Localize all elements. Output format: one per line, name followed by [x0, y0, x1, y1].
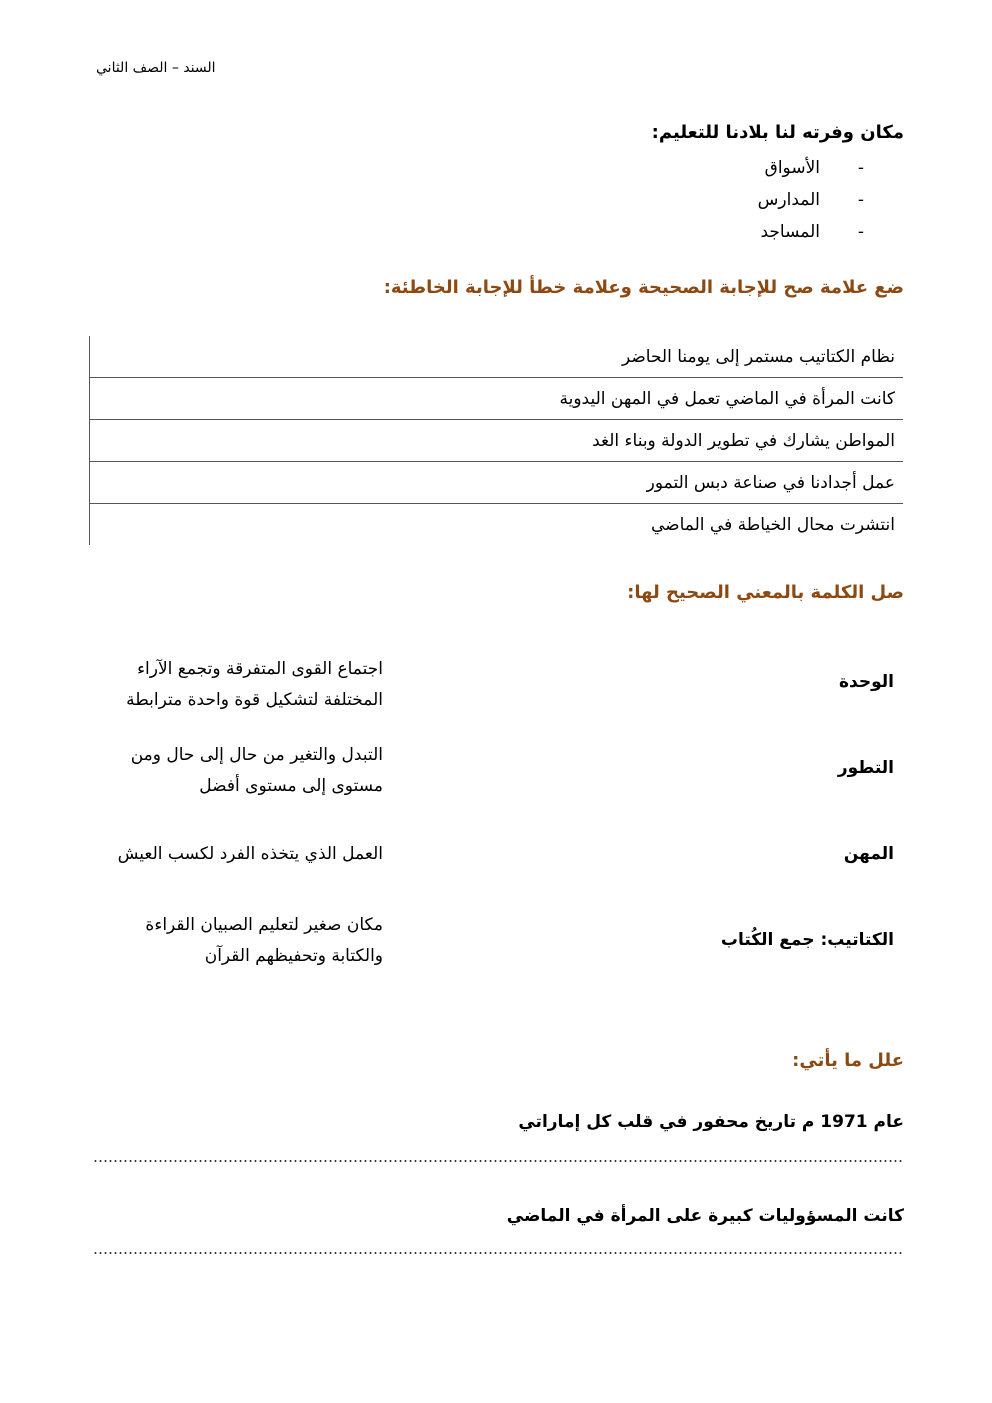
- answer-mark-cell[interactable]: [90, 420, 171, 462]
- answer-mark-cell[interactable]: [90, 336, 171, 378]
- match-term[interactable]: المهن: [843, 844, 894, 864]
- page-header: السند – الصف الثاني: [96, 60, 216, 76]
- list-item: المساجد: [760, 222, 820, 242]
- table-row: [90, 336, 904, 378]
- list-item: المدارس: [757, 190, 820, 210]
- answer-mark-cell[interactable]: [90, 504, 171, 546]
- true-false-title: ضع علامة صح للإجابة الصحيحة وعلامة خطأ للإجابة الخاطئة:: [383, 277, 904, 298]
- list-item: الأسواق: [764, 158, 820, 178]
- answer-line[interactable]: [93, 1251, 903, 1255]
- answer-mark-cell[interactable]: [90, 378, 171, 420]
- match-term[interactable]: التطور: [837, 758, 894, 778]
- matching-title: صل الكلمة بالمعني الصحيح لها:: [627, 582, 904, 603]
- table-row: [90, 462, 904, 504]
- true-false-table: [89, 336, 903, 545]
- reason-question: كانت المسؤوليات كبيرة على المرأة في الماضي: [506, 1206, 904, 1226]
- statement-text: انتشرت محال الخياطة في الماضي: [170, 504, 903, 546]
- match-definition[interactable]: مكان صغير لتعليم الصبيان القراءة والكتابة وتحفيظهم القرآن: [145, 915, 383, 966]
- match-definition[interactable]: اجتماع القوى المتفرقة وتجمع الآراء المختلفة لتشكيل قوة واحدة مترابطة: [126, 659, 383, 710]
- table-row: [90, 378, 904, 420]
- answer-line[interactable]: [93, 1159, 903, 1163]
- places-title: مكان وفرته لنا بلادنا للتعليم:: [651, 122, 904, 143]
- match-definition[interactable]: التبدل والتغير من حال إلى حال ومن مستوى إلى مستوى أفضل: [130, 745, 383, 796]
- statement-text: المواطن يشارك في تطوير الدولة وبناء الغد: [170, 420, 903, 462]
- table-row: [90, 504, 904, 546]
- places-list: [758, 152, 842, 248]
- statement-text: عمل أجدادنا في صناعة دبس التمور: [170, 462, 903, 504]
- statement-text: نظام الكتاتيب مستمر إلى يومنا الحاضر: [621, 346, 895, 367]
- match-term[interactable]: الوحدة: [839, 672, 894, 692]
- statement-text: كانت المرأة في الماضي تعمل في المهن اليدوية: [170, 378, 903, 420]
- match-term[interactable]: الكتاتيب: جمع الكُتاب: [720, 930, 894, 950]
- table-row: [90, 420, 904, 462]
- answer-mark-cell[interactable]: [90, 462, 171, 504]
- match-definition[interactable]: العمل الذي يتخذه الفرد لكسب العيش: [117, 844, 383, 864]
- reason-question: عام 1971 م تاريخ محفور في قلب كل إماراتي: [518, 1112, 904, 1132]
- reasons-title: علل ما يأتي:: [792, 1050, 904, 1071]
